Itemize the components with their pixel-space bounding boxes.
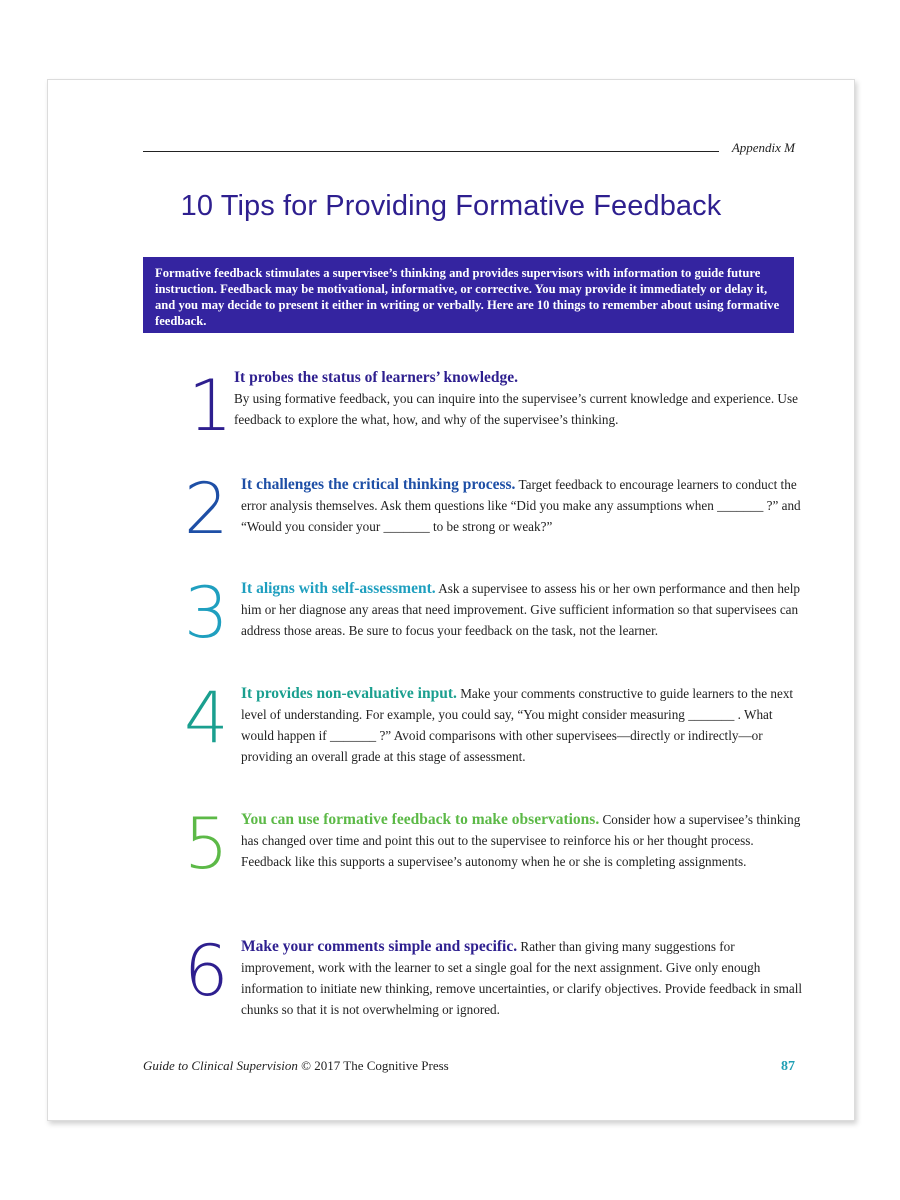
tip-text [241,474,806,537]
tip-number: 2 [184,468,229,550]
book-title: Guide to Clinical Supervision [143,1058,298,1073]
tip-text [241,683,806,767]
tip-number: 4 [184,677,229,759]
tip-body: Target feedback to encourage learners to conduct the error analysis themselves. Ask them questions like “Did you make any assumptions when _______ ?” and “Would you consider your _______ to be strong or weak?” [241,477,801,534]
header-rule [143,151,719,152]
tip-heading: It provides non-evaluative input. [241,685,457,702]
tip-heading: Make your comments simple and specific. [241,938,518,955]
tip-6 [176,930,806,1026]
tip-text [241,809,806,872]
tip-heading: It aligns with self-assessment. [241,580,436,597]
tip-heading: It challenges the critical thinking process. [241,476,516,493]
tip-body: Consider how a supervisee’s thinking has changed over time and point this out to the supervisee to reinforce his or her thought process. Feedback like this supports a supervisee’s autonomy when he or she is completing assignments. [241,812,801,869]
intro-text: Formative feedback stimulates a supervisee’s thinking and provides supervisors with information to guide future instruction. Feedback may be motivational, informative, or corrective. You may provide it immediately or delay it, and you may decide to present it either in writing or verbally. Here are 10 things to remember about using formative feedback. [155,266,780,328]
tip-body: Make your comments constructive to guide learners to the next level of understanding. For example, you could say, “You might consider measuring _______ . What would happen if _______ ?” Avoid comparisons with other supervisees—directly or indirectly—or providing an overall grade at this stage of assessment. [241,686,794,764]
tip-body: By using formative feedback, you can inquire into the supervisee’s current knowledge and experience. Use feedback to explore the what, how, and why of the supervisee’s thinking. [234,391,798,427]
tip-text [241,578,806,641]
footer-credit [143,1058,449,1074]
tip-1 [176,365,806,447]
tip-number: 6 [184,930,229,1012]
tip-3 [176,572,806,654]
page-number: 87 [781,1059,795,1074]
intro-box [143,257,794,333]
tip-heading: You can use formative feedback to make observations. [241,811,600,828]
tip-2 [176,468,806,550]
tip-number: 5 [184,803,229,885]
appendix-label: Appendix M [731,140,795,155]
tip-5 [176,803,806,899]
copyright: © 2017 The Cognitive Press [301,1058,449,1073]
page-title: 10 Tips for Providing Formative Feedback [180,190,722,222]
tip-heading: It probes the status of learners’ knowledge. [234,369,519,386]
tip-body: Ask a supervisee to assess his or her own performance and then help him or her diagnose any areas that need improvement. Give sufficient information so that supervisees can address those areas. Be sure to focus your feedback on the task, not the learner. [241,581,801,638]
tip-body: Rather than giving many suggestions for improvement, work with the learner to set a single goal for the next assignment. Give only enough information to initiate new thinking, remove uncertainties, or clarify objectives. Provide feedback in small chunks so that it is not overwhelming or ignored. [241,939,803,1017]
tip-number: 1 [188,365,233,447]
tip-text [234,367,799,430]
tip-text [241,936,806,1020]
tip-number: 3 [184,572,229,654]
tip-4 [176,677,806,773]
document-page [47,79,855,1121]
